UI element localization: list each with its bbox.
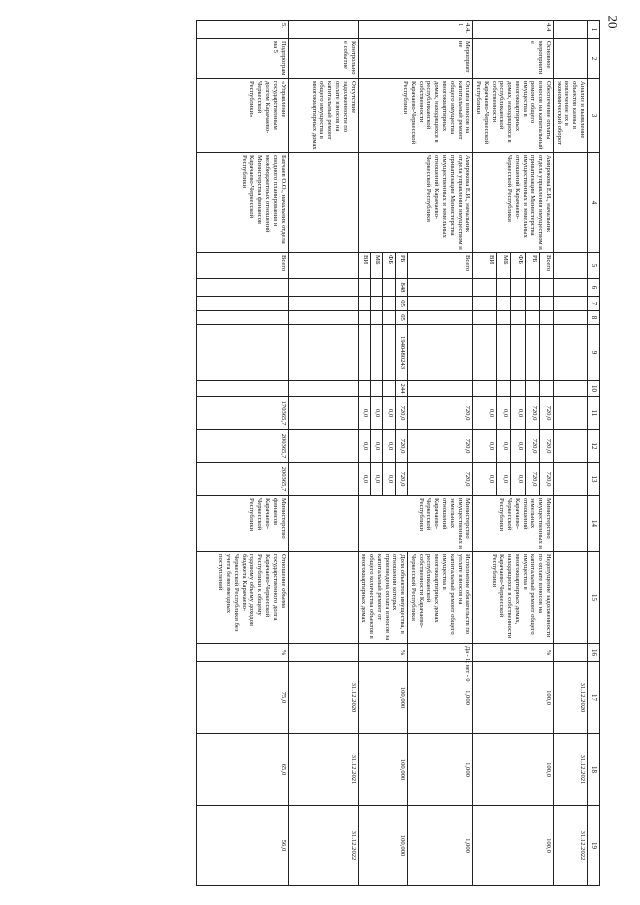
col-num: 8 <box>588 311 600 325</box>
col-num: 11 <box>588 397 600 430</box>
value-cell: 720,0 <box>395 463 407 496</box>
value-cell: 0,0 <box>383 463 395 496</box>
column-number-row <box>588 21 600 886</box>
table-row <box>408 21 473 886</box>
program-table <box>196 20 600 886</box>
row-number: 4.4 <box>473 21 554 39</box>
value-cell: 100,0 <box>473 734 554 806</box>
value-cell: 720,0 <box>408 397 473 430</box>
control-date: 31.12.2021 <box>288 734 358 806</box>
row-executor: Министерство имущественных и земельных отношений Карачаево-Черкесской Республики <box>358 496 473 552</box>
source-label: Всего <box>408 253 473 279</box>
table-rotation-wrapper <box>72 20 600 885</box>
value-cell: 0,0 <box>497 463 511 496</box>
date-header-row <box>553 21 587 886</box>
row-kind: Контрольное событие <box>288 39 358 79</box>
source-label: ВИ <box>358 253 370 279</box>
value-cell: 720,0 <box>539 463 553 496</box>
col-num: 1 <box>588 21 600 39</box>
value-cell: 0,0 <box>358 397 370 430</box>
col-num: 19 <box>588 806 600 886</box>
value-cell: 0,0 <box>383 430 395 463</box>
value-cell: 75,0 <box>196 662 288 734</box>
row-name: «Управление государственным долгом Карачаево-Черкесской Республики» <box>196 79 288 153</box>
value-cell: 720,0 <box>408 430 473 463</box>
value-cell: 720,0 <box>395 430 407 463</box>
value-cell: 0,0 <box>511 463 525 496</box>
row-number: 4.4.1 <box>358 21 473 39</box>
row-indicator: Недопущение задолженности по оплате взносов на капитальный ремонт общего имущества в многоквартирных домах, находящихся в собственности Карачаево-Черкесской Республики <box>473 552 554 644</box>
row-indicator: Исполнение обязательств по уплате взносов на капитальный ремонт общего имущества в многоквартирных домах республиканской собственности Карачаево-Черкесской Республики <box>408 552 473 644</box>
code-cell: 244 <box>395 381 407 397</box>
col-num: 5 <box>588 253 600 279</box>
value-cell: 0,0 <box>473 463 497 496</box>
row-executor: Министерство финансов Карачаево-Черкесской Республики <box>196 496 288 552</box>
value-cell: 170365,7 <box>196 397 288 430</box>
row-number: 5. <box>196 21 288 39</box>
rotated-table-sheet <box>72 20 600 885</box>
col-num: 4 <box>588 153 600 253</box>
value-cell: 200365,7 <box>196 430 288 463</box>
value-cell: 720,0 <box>525 430 539 463</box>
source-label: МБ <box>370 253 382 279</box>
row-name: Обеспечение оплаты взносов на капитальный ремонт общего имущества в многоквартирных домах, находящихся в республиканской собственности Карачаево-Черкесской Республики <box>473 79 554 153</box>
col-num: 3 <box>588 79 600 153</box>
value-cell: 100,0 <box>473 662 554 734</box>
value-cell: 100,000 <box>358 662 408 734</box>
row-unit: % <box>196 644 288 662</box>
col-num: 10 <box>588 381 600 397</box>
value-cell: 720,0 <box>395 397 407 430</box>
col-num: 18 <box>588 734 600 806</box>
row-responsible: Батчаев О.О., начальник отдела сводного планирования и межбюджетных отношений Министерства финансов Карачаево-Черкесской Республики <box>196 153 288 253</box>
value-cell: 0,0 <box>511 430 525 463</box>
source-label: МБ <box>497 253 511 279</box>
value-cell: 720,0 <box>525 463 539 496</box>
row-responsible: Амирокова Е.И., начальник отдела управления имуществом и приватизации Министерства имущественных и земельных отношений Карачаево-Черкесской Республики <box>473 153 554 253</box>
row-responsible: Амирокова Е.И., начальник отдела управления имуществом и приватизации Министерства имущественных и земельных отношений Карачаево-Черкесской Республики <box>358 153 473 253</box>
source-label: ФБ <box>511 253 525 279</box>
table-row <box>539 21 553 886</box>
value-cell: 0,0 <box>358 430 370 463</box>
col-num: 17 <box>588 662 600 734</box>
value-cell: 0,0 <box>358 463 370 496</box>
value-cell: 0,0 <box>383 397 395 430</box>
value-cell: 0,0 <box>370 397 382 430</box>
header-date: 31.12.2021 <box>553 734 587 806</box>
value-cell: 0,0 <box>370 463 382 496</box>
row-unit: Да - 1; нет - 0 <box>408 644 473 662</box>
row-name: Оплата взносов на капитальный ремонт общего имущества многоквартирных домах, находящихся в республиканской собственности Карачаево-Черкесской Республики <box>358 79 473 153</box>
value-cell: 0,0 <box>370 430 382 463</box>
source-label: Всего <box>196 253 288 279</box>
value-cell: 720,0 <box>525 397 539 430</box>
col-num: 9 <box>588 325 600 381</box>
value-cell: 100,000 <box>358 806 408 886</box>
source-label: ВИ <box>473 253 497 279</box>
row-indicator: Доля объектов имущества, в отношении которых произведена оплата взносов за капитальный ремонт от общего количества объектов в многоквартирных домах <box>358 552 408 644</box>
value-cell: 720,0 <box>539 397 553 430</box>
table-row <box>288 21 358 886</box>
value-cell: 0,0 <box>497 430 511 463</box>
table-row <box>196 21 288 886</box>
value-cell: 100,000 <box>358 734 408 806</box>
row-kind: Подпрограмма 5 <box>196 39 288 79</box>
row-executor: Министерство имущественных и земельных отношений Карачаево-Черкесской Республики <box>473 496 554 552</box>
code-cell: 05 <box>395 311 407 325</box>
top-row-text: Анализ и выявление объектов казны в вовлечение их в экономический оборот <box>553 79 587 153</box>
value-cell: 720,0 <box>408 463 473 496</box>
control-date: 31.12.2022 <box>288 806 358 886</box>
value-cell: 100,0 <box>473 806 554 886</box>
source-label: ФБ <box>383 253 395 279</box>
header-date: 31.12.2020 <box>553 662 587 734</box>
value-cell: 0,0 <box>473 430 497 463</box>
col-num: 2 <box>588 39 600 79</box>
value-cell: 65,0 <box>196 734 288 806</box>
value-cell: 720,0 <box>539 430 553 463</box>
value-cell: 1,000 <box>408 662 473 734</box>
row-kind: Основное мероприятие <box>473 39 554 79</box>
page-number: 20 <box>605 15 621 29</box>
code-cell: 848 <box>395 279 407 297</box>
value-cell: 0,0 <box>497 397 511 430</box>
col-num: 12 <box>588 430 600 463</box>
row-unit: % <box>358 644 408 662</box>
source-label: Всего <box>539 253 553 279</box>
value-cell: 1,000 <box>408 806 473 886</box>
code-cell: 05 <box>395 297 407 311</box>
col-num: 16 <box>588 644 600 662</box>
header-date: 31.12.2022 <box>553 806 587 886</box>
control-date: 31.12.2020 <box>288 662 358 734</box>
value-cell: 1,000 <box>408 734 473 806</box>
col-num: 15 <box>588 552 600 644</box>
row-name: Отсутствие задолженности по оплате взносов на капитальный ремонт общего имущества в многоквартирных домах <box>288 79 358 153</box>
source-label: РБ <box>395 253 407 279</box>
value-cell: 0,0 <box>473 397 497 430</box>
code-cell: 1940480243 <box>395 325 407 381</box>
col-num: 6 <box>588 279 600 297</box>
row-unit: % <box>473 644 554 662</box>
row-indicator: Отношение объема государственного долга Карачаево-Черкесской Республики к общему годовому объему доходов бюджета Карачаево-Черкесской Республики без учета безвозмездных поступлений <box>196 552 288 644</box>
value-cell: 200365,7 <box>196 463 288 496</box>
value-cell: 0,0 <box>511 397 525 430</box>
col-num: 7 <box>588 297 600 311</box>
source-label: РБ <box>525 253 539 279</box>
row-kind: Мероприятие <box>358 39 473 79</box>
value-cell: 56,0 <box>196 806 288 886</box>
col-num: 14 <box>588 496 600 552</box>
col-num: 13 <box>588 463 600 496</box>
